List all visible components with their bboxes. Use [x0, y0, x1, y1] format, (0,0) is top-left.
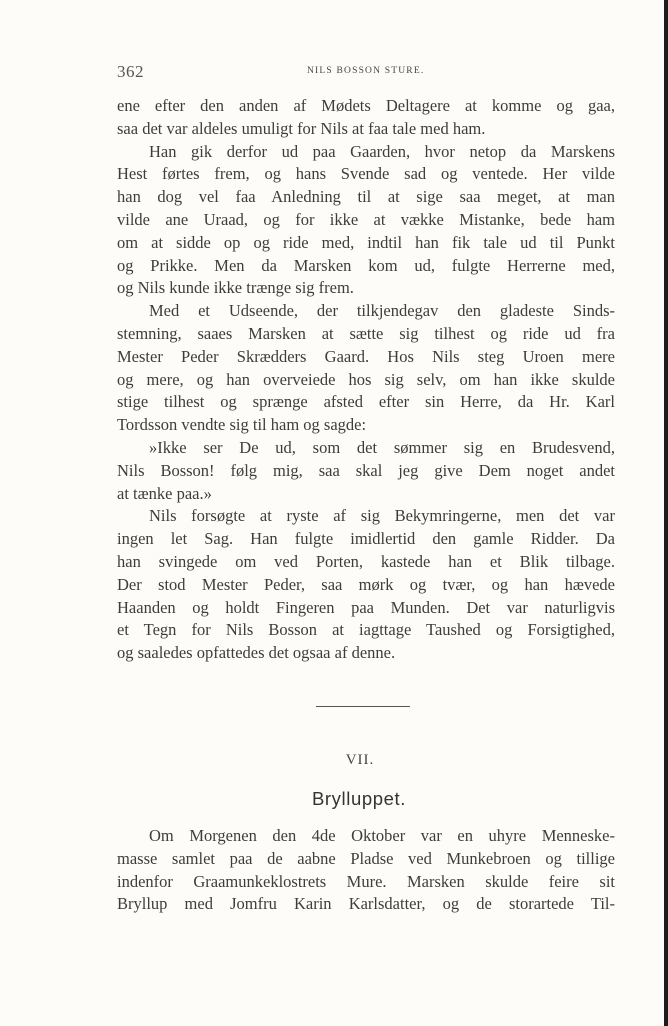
text-line: Nils forsøgte at ryste af sig Bekymringerne, men det var	[149, 506, 615, 526]
text-line: Tordsson vendte sig til ham og sagde:	[117, 415, 367, 435]
text-line: Bryllup med Jomfru Karin Karlsdatter, og de storartede Til-	[117, 894, 615, 914]
page-number: 362	[117, 62, 144, 81]
text-line: Mester Peder Skrædders Gaard. Hos Nils steg Uroen mere	[117, 346, 615, 366]
page-header	[117, 62, 615, 84]
text-line: og saaledes opfattedes det ogsaa af denne.	[117, 643, 396, 663]
text-line: saa det var aldeles umuligt for Nils at faa tale med ham.	[117, 118, 486, 138]
section-divider	[316, 706, 410, 707]
text-line: om at sidde op og ride med, indtil han fik tale ud til Punkt	[117, 232, 615, 252]
text-line: Haanden og holdt Fingeren paa Munden. Det var naturligvis	[117, 597, 615, 617]
text-line: indenfor Graamunkeklostrets Mure. Marsken skulde feire sit	[117, 871, 615, 891]
text-line: et Tegn for Nils Bosson at iagttage Taushed og Forsigtighed,	[117, 620, 615, 640]
text-line: vilde ane Uraad, og for ikke at vække Mistanke, bede ham	[117, 209, 615, 229]
text-line: og Nils kunde ikke trænge sig frem.	[117, 278, 354, 298]
text-line: Med et Udseende, der tilkjendegav den gladeste Sinds-	[149, 301, 615, 321]
text-line: ene efter den anden af Mødets Deltagere at komme og gaa,	[117, 96, 615, 115]
text-line: stige tilhest og sprænge afsted efter sin Herre, da Hr. Karl	[117, 392, 615, 412]
text-line: masse samlet paa de aabne Pladse ved Munkebroen og tillige	[117, 848, 615, 868]
text-line: og mere, og han overveiede hos sig selv, om han ikke skulde	[117, 369, 615, 389]
chapter-number: VII.	[345, 752, 375, 768]
text-line: Der stod Mester Peder, saa mørk og tvær, og han hævede	[117, 574, 615, 594]
text-line: Han gik derfor ud paa Gaarden, hvor netop da Marskens	[149, 141, 615, 161]
text-line: han svingede om ved Porten, kastede han et Blik tilbage.	[117, 551, 615, 571]
text-line: Hest førtes frem, og hans Svende sad og ventede. Her vilde	[117, 164, 615, 184]
page-edge	[664, 0, 668, 1026]
text-line: Nils Bosson! følg mig, saa skal jeg give Dem noget andet	[117, 460, 615, 480]
body-text	[117, 95, 615, 665]
chapter-title: Brylluppet.	[311, 788, 406, 809]
text-line: at tænke paa.»	[117, 483, 212, 503]
text-line: han dog vel faa Anledning til at sige saa meget, at man	[117, 187, 615, 207]
text-line: og Prikke. Men da Marsken kom ud, fulgte Herrerne med,	[117, 255, 615, 275]
chapter-text	[117, 825, 615, 916]
running-head: NILS BOSSON STURE.	[307, 66, 425, 76]
text-line: ingen let Sag. Han fulgte imidlertid den gamle Ridder. Da	[117, 529, 615, 549]
text-line: stemning, saaes Marsken at sætte sig tilhest og ride ud fra	[117, 323, 615, 343]
text-line: Om Morgenen den 4de Oktober var en uhyre Menneske-	[149, 826, 615, 845]
text-line: »Ikke ser De ud, som det sømmer sig en Brudesvend,	[149, 437, 615, 457]
